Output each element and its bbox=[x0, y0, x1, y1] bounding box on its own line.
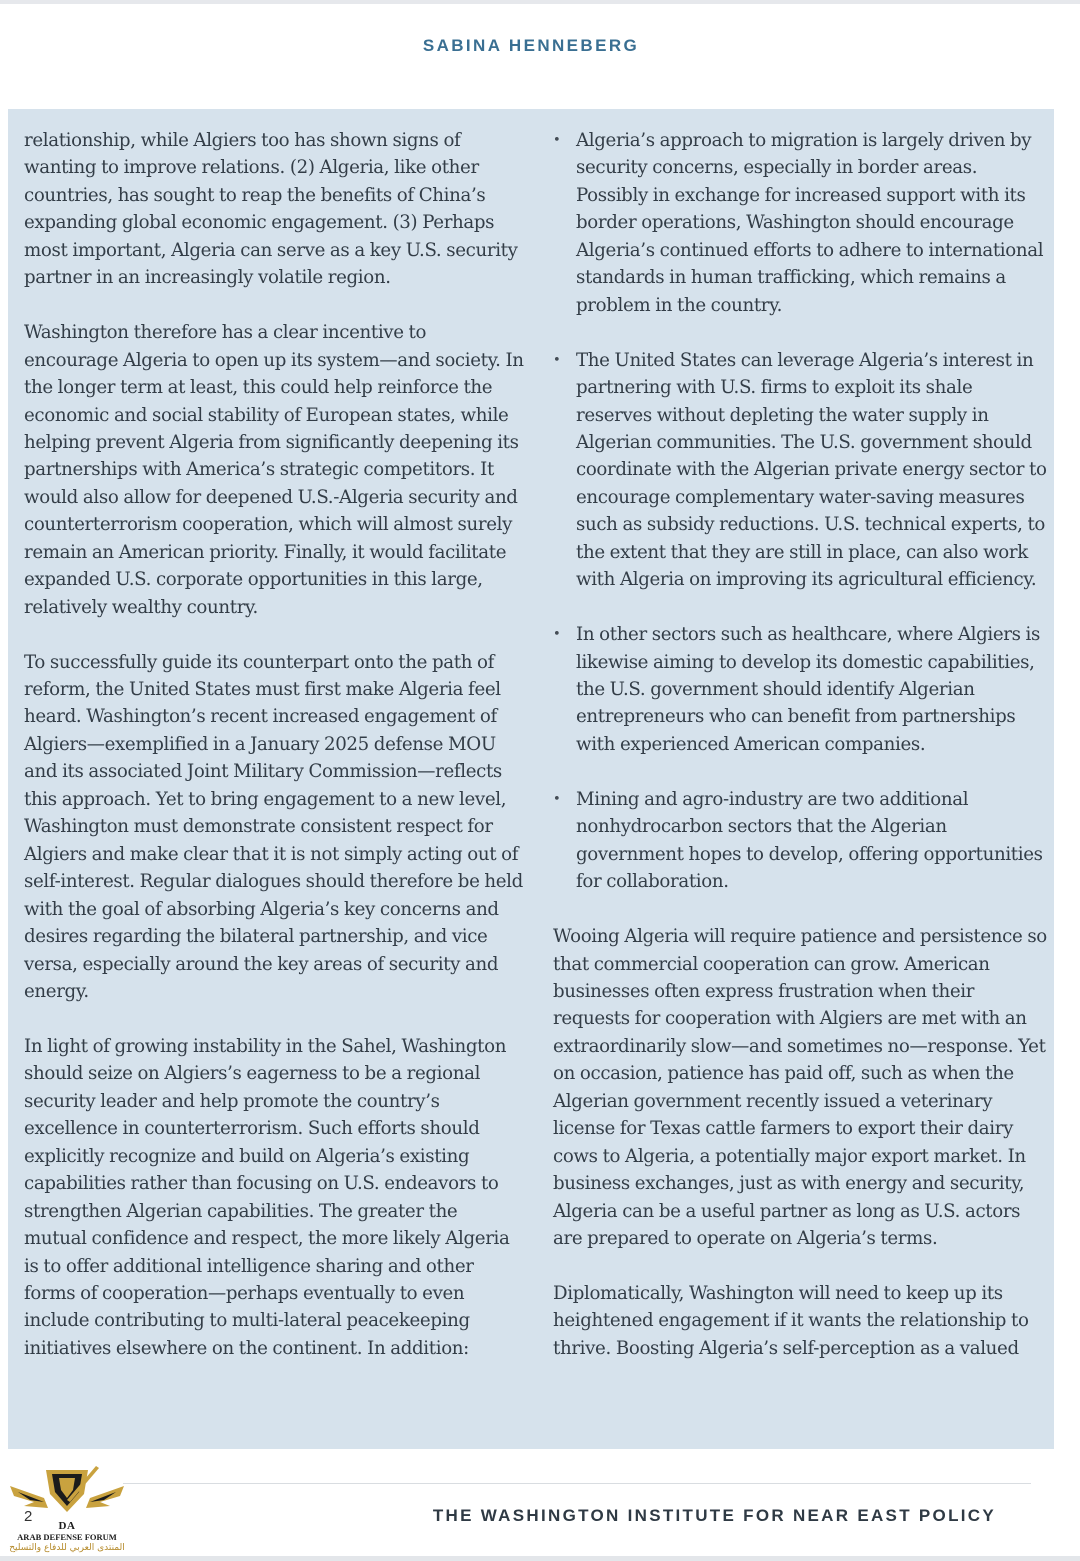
paragraph: relationship, while Algiers too has shown signs of wanting to improve relations. (2) Algeria, like other countries, has sought to reap the benefits of China’s expanding global economic engagement. (3) Perhaps most important, Algeria can serve as a key U.S. security partner in an increasingly volatile region. bbox=[24, 130, 518, 289]
bullet-item: • In other sectors such as healthcare, where Algiers is likewise aiming to develop its domestic capabilities, the U.S. government should identify Algerian entrepreneurs who can benefit from partnerships with experienced American companies. bbox=[553, 621, 1047, 758]
footer-rule bbox=[123, 1483, 1031, 1484]
paragraph: Washington therefore has a clear incentive to encourage Algeria to open up its system—and society. In the longer term at least, this could help reinforce the economic and social stability of European states, while helping prevent Algeria from significantly deepening its partnerships with America’s strategic competitors. It would also allow for deepened U.S.-Algeria security and counterterrorism cooperation, which will almost surely remain an American priority. Finally, it would facilitate expanded U.S. corporate opportunities in this large, relatively wealthy country. bbox=[24, 322, 524, 618]
paragraph: In light of growing instability in the Sahel, Washington should seize on Algiers’s eagerness to be a regional security leader and help promote the country’s excellence in counterterrorism. Such efforts should explicitly recognize and build on Algeria’s existing capabilities rather than focusing on U.S. endeavors to strengthen Algerian capabilities. The greater the mutual confidence and respect, the more likely Algeria is to offer additional intelligence sharing and other forms of cooperation—perhaps eventually to even include contributing to multi-lateral peacekeeping initiatives elsewhere on the continent. In addition: bbox=[24, 1035, 510, 1359]
bottom-border bbox=[0, 1556, 1080, 1561]
left-column bbox=[24, 127, 524, 1362]
page-number: 2 bbox=[24, 1508, 33, 1525]
watermark-logo bbox=[4, 1462, 130, 1558]
paragraph: Diplomatically, Washington will need to keep up its heightened engagement if it wants the relationship to thrive. Boosting Algeria’s self-perception as a valued bbox=[553, 1282, 1029, 1359]
shield-wings-icon bbox=[4, 1462, 130, 1524]
right-column bbox=[553, 127, 1047, 1362]
paragraph: To successfully guide its counterpart onto the path of reform, the United States must first make Algeria feel heard. Washington’s recent increased engagement of Algiers—exemplified in a January 2025 defense MOU and its associated Joint Military Commission—reflects this approach. Yet to bring engagement to a new level, Washington must demonstrate consistent respect for Algiers and make clear that it is not simply acting out of self-interest. Regular dialogues should therefore be held with the goal of absorbing Algeria’s key concerns and desires regarding the bilateral partnership, and vice versa, especially around the key areas of security and energy. bbox=[24, 651, 523, 1003]
top-border bbox=[0, 0, 1080, 4]
watermark-name-ar: المنتدى العربي للدفاع والتسليح bbox=[9, 1543, 125, 1553]
bullet-item: • Mining and agro-industry are two additional nonhydrocarbon sectors that the Algerian government hopes to develop, offering opportunities for collaboration. bbox=[553, 786, 1047, 896]
paragraph: Wooing Algeria will require patience and persistence so that commercial cooperation can grow. American businesses often express frustration when their requests for cooperation with Algiers are met with an extraordinarily slow—and sometimes no—response. Yet on occasion, patience has paid off, such as when the Algerian government recently issued a veterinary license for Texas cattle farmers to export their dairy cows to Algeria, a potentially major export market. In business exchanges, just as with energy and security, Algeria can be a useful partner as long as U.S. actors are prepared to operate on Algeria’s terms. bbox=[553, 926, 1047, 1250]
publisher-name: THE WASHINGTON INSTITUTE FOR NEAR EAST POLICY bbox=[432, 1506, 996, 1525]
running-head: SABINA HENNEBERG bbox=[422, 36, 640, 55]
bullet-item: • The United States can leverage Algeria’s interest in partnering with U.S. firms to exploit its shale reserves without depleting the water supply in Algerian communities. The U.S. government should coordinate with the Algerian private energy sector to encourage complementary water-saving measures such as subsidy reductions. U.S. technical experts, to the extent that they are still in place, can also work with Algeria on improving its agricultural efficiency. bbox=[553, 347, 1047, 594]
watermark-name-en: ARAB DEFENSE FORUM bbox=[17, 1532, 117, 1542]
watermark-abbr: DA bbox=[58, 1520, 76, 1532]
bullet-item: • Algeria’s approach to migration is largely driven by security concerns, especially in border areas. Possibly in exchange for increased support with its border operations, Washington should encourage Algeria’s continued efforts to adhere to international standards in human trafficking, which remains a problem in the country. bbox=[553, 127, 1047, 319]
